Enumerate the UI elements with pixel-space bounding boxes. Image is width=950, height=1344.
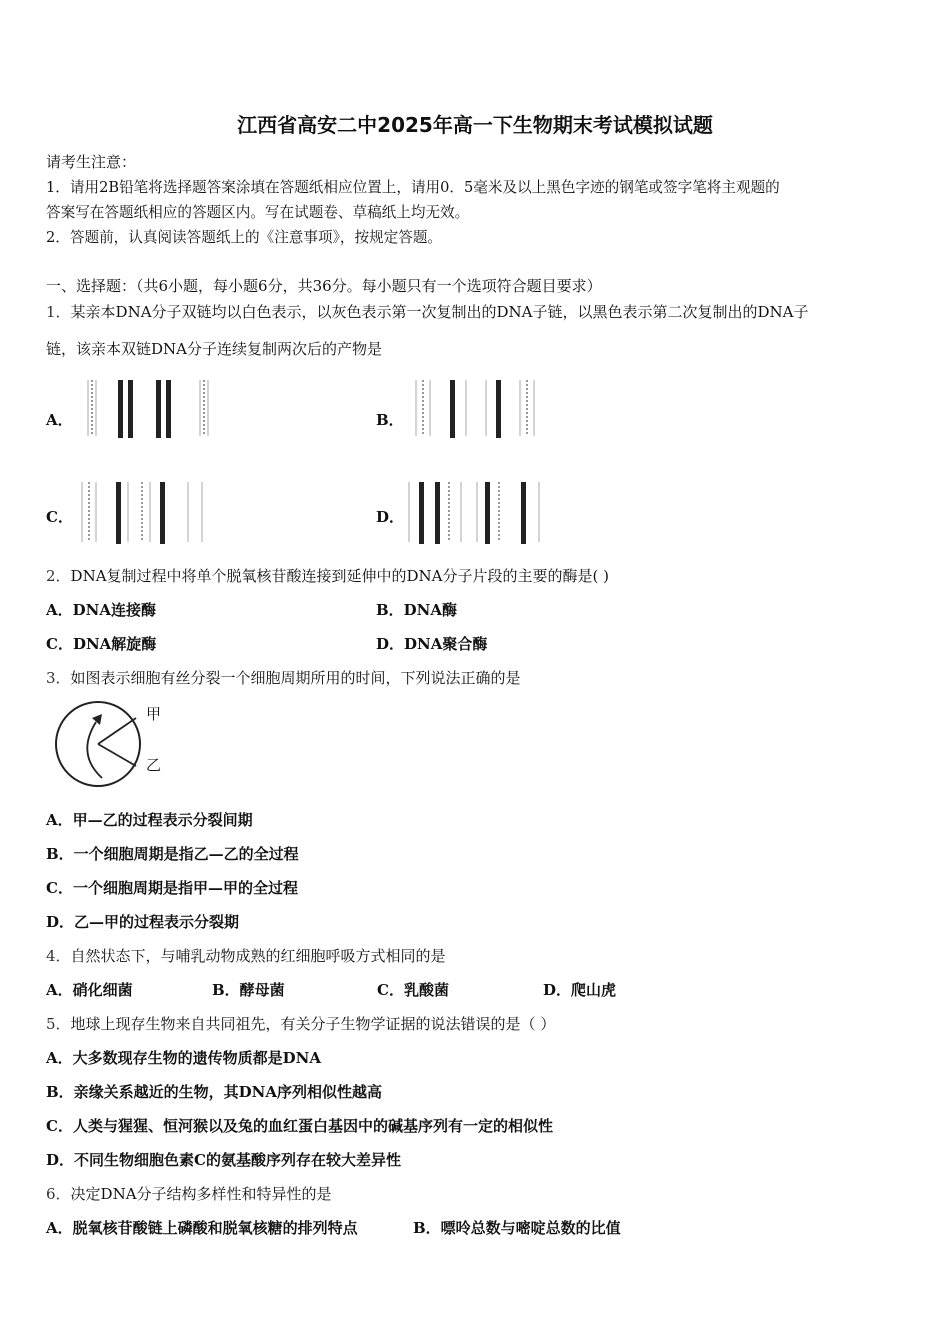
- question-number: 5．: [46, 1015, 71, 1033]
- notice-heading: 请考生注意：: [46, 153, 137, 171]
- q4-option-a: A．硝化细菌: [46, 981, 133, 999]
- notice-line-1a: 1．请用2B铅笔将选择题答案涂填在答题纸相应位置上，请用0．5毫米及以上黑色字迹的钢笔或签字笔将主观题的: [46, 179, 780, 196]
- q4-option-d: D．爬山虎: [543, 981, 617, 999]
- question-1-stem-cont: 链，该亲本双链DNA分子连续复制两次后的产物是: [46, 340, 382, 358]
- dna-figure-b: [410, 378, 550, 440]
- q2-option-b: B．DNA酶: [376, 601, 458, 619]
- q5-option-b: B．亲缘关系越近的生物，其DNA序列相似性越高: [46, 1083, 383, 1101]
- question-number: 3．: [46, 669, 71, 687]
- cell-cycle-label-yi: 乙: [146, 756, 162, 774]
- question-4-stem: 4．自然状态下，与哺乳动物成熟的红细胞呼吸方式相同的是: [46, 947, 446, 965]
- notice-line-1b: 答案写在答题纸相应的答题区内。写在试题卷、草稿纸上均无效。: [46, 204, 470, 221]
- q3-option-c: C．一个细胞周期是指甲—甲的全过程: [46, 879, 298, 897]
- notice-line-2: 2．答题前，认真阅读答题纸上的《注意事项》，按规定答题。: [46, 229, 443, 246]
- question-2-stem: 2．DNA复制过程中将单个脱氧核苷酸连接到延伸中的DNA分子片段的主要的酶是( ): [46, 567, 609, 585]
- q4-option-c: C．乳酸菌: [377, 981, 449, 999]
- q1-option-c-label: C．: [46, 508, 73, 526]
- q6-option-a: A．脱氧核苷酸链上磷酸和脱氧核糖的排列特点: [46, 1219, 358, 1237]
- question-number: 4．: [46, 947, 71, 965]
- question-5-stem: 5．地球上现存生物来自共同祖先，有关分子生物学证据的说法错误的是（ ）: [46, 1015, 556, 1033]
- q5-option-a: A．大多数现存生物的遗传物质都是DNA: [46, 1049, 321, 1067]
- question-1-stem: 1．某亲本DNA分子双链均以白色表示，以灰色表示第一次复制出的DNA子链，以黑色表示第二次复制出的DNA子: [46, 303, 809, 321]
- page-title: 江西省高安二中2025年高一下生物期末考试模拟试题: [237, 113, 713, 137]
- question-3-stem: 3．如图表示细胞有丝分裂一个细胞周期所用的时间，下列说法正确的是: [46, 669, 521, 687]
- q1-option-b-label: B．: [376, 411, 404, 429]
- dna-figure-a: [80, 378, 220, 440]
- q1-option-d-label: D．: [376, 508, 405, 526]
- question-number: 1．: [46, 303, 71, 321]
- section-heading: 一、选择题：（共6小题，每小题6分，共36分。每小题只有一个选项符合题目要求）: [46, 277, 602, 295]
- dna-figure-d: [405, 480, 550, 546]
- question-number: 6．: [46, 1185, 71, 1203]
- q5-option-d: D．不同生物细胞色素C的氨基酸序列存在较大差异性: [46, 1151, 401, 1169]
- q3-option-b: B．一个细胞周期是指乙—乙的全过程: [46, 845, 299, 863]
- dna-figure-c: [78, 480, 218, 546]
- q2-option-a: A．DNA连接酶: [46, 601, 156, 619]
- q3-option-a: A．甲—乙的过程表示分裂间期: [46, 811, 253, 829]
- q1-option-a-label: A．: [46, 411, 73, 429]
- q4-option-b: B．酵母菌: [212, 981, 285, 999]
- q6-option-b: B．嘌呤总数与嘧啶总数的比值: [413, 1219, 621, 1237]
- q2-option-d: D．DNA聚合酶: [376, 635, 488, 653]
- q3-option-d: D．乙—甲的过程表示分裂期: [46, 913, 240, 931]
- question-number: 2．: [46, 567, 71, 585]
- cell-cycle-label-jia: 甲: [146, 705, 162, 723]
- q2-option-c: C．DNA解旋酶: [46, 635, 157, 653]
- q5-option-c: C．人类与猩猩、恒河猴以及兔的血红蛋白基因中的碱基序列有一定的相似性: [46, 1117, 553, 1135]
- question-6-stem: 6．决定DNA分子结构多样性和特异性的是: [46, 1185, 332, 1203]
